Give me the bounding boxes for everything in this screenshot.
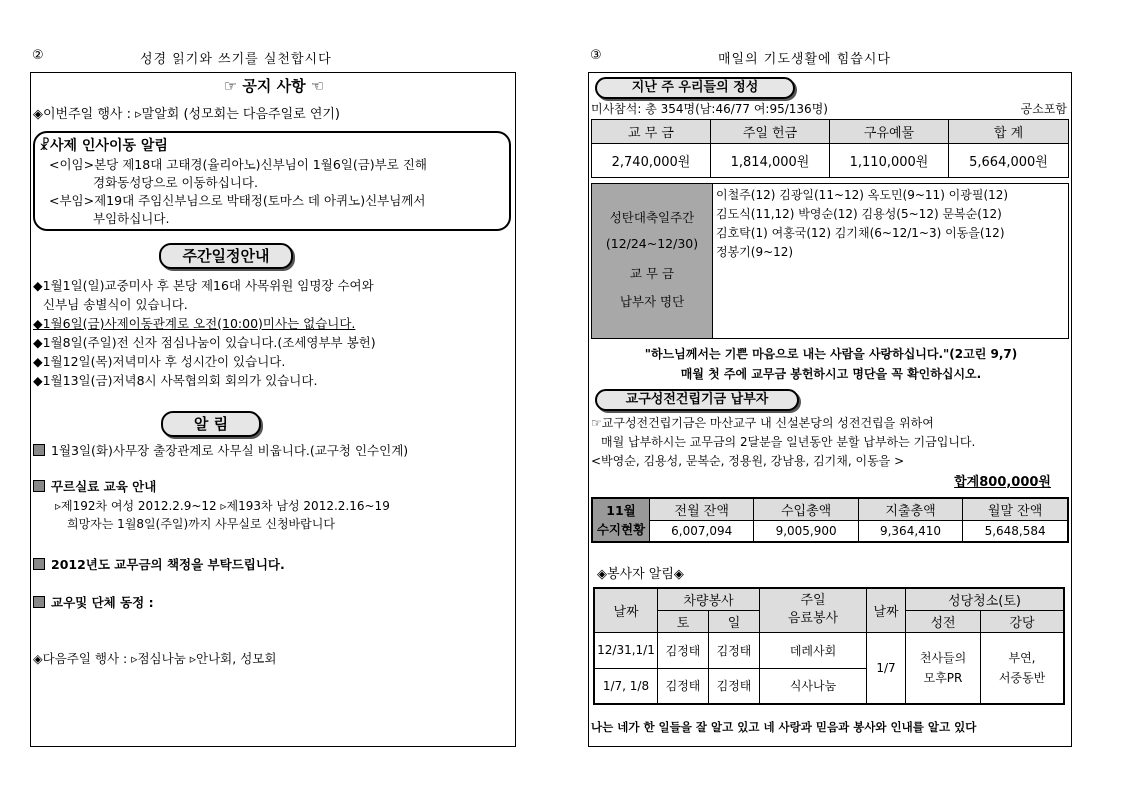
transfer-line: <부임>제19대 주임신부님으로 박태정(토마스 데 아퀴노)신부님께서 xyxy=(49,193,426,208)
vol-header-date2: 날짜 xyxy=(867,588,906,632)
next-week-event: ◈다음주일 행사 : ▹점심나눔 ▹안나회, 성모회 xyxy=(33,651,277,666)
quote-line: "하느님께서는 기쁜 마음으로 내는 사람을 사랑하십니다."(2고린 9,7) xyxy=(644,347,1018,361)
schedule-item: ◆1월8일(주일)전 신자 점심나눔이 있습니다.(조세영부부 봉헌) xyxy=(33,335,376,350)
vol-date: 1/7, 1/8 xyxy=(594,668,658,704)
square-bullet-icon xyxy=(33,444,45,456)
attendance-note: 공소포함 xyxy=(1020,102,1067,116)
square-bullet-icon xyxy=(33,558,45,570)
finance-label xyxy=(592,498,650,542)
notice2-item xyxy=(33,555,285,573)
vol-header-date: 날짜 xyxy=(594,588,658,632)
square-bullet-icon xyxy=(33,596,45,608)
vol-sun: 김정태 xyxy=(709,668,760,704)
offering-header: 구유예물 xyxy=(830,120,949,144)
notice2-text: 1월3일(화)사무장 출장관계로 사무실 비웁니다.(교구청 인수인계) xyxy=(51,443,409,458)
vol-header-sanctuary: 성전 xyxy=(906,610,981,632)
finance-value: 6,007,094 xyxy=(650,520,754,542)
finance-table xyxy=(591,497,1069,543)
vol-sat: 김정태 xyxy=(658,668,709,704)
vol-sat: 김정태 xyxy=(658,632,709,668)
notice-title: ☞ 공지 사항 ☜ xyxy=(223,77,325,95)
notice2-item xyxy=(33,441,408,459)
finance-value: 5,648,584 xyxy=(963,520,1068,542)
left-panel xyxy=(30,72,516,747)
footer-quote: 나는 네가 한 일들을 잘 알고 있고 네 사랑과 믿음과 봉사와 인내를 알고 있다 xyxy=(591,720,977,734)
right-panel xyxy=(588,72,1072,747)
table-row xyxy=(594,632,1064,668)
left-page-header: 성경 읽기와 쓰기를 실천합시다 xyxy=(140,52,332,67)
transfer-line: 부임하십니다. xyxy=(93,211,170,226)
fund-line: 매월 납부하시는 교무금의 2달분을 일년동안 분할 납부하는 기금입니다. xyxy=(601,435,976,449)
vol-hall: 부연, 서중동반 xyxy=(981,632,1065,704)
transfer-title: ☧사제 인사이동 알림 xyxy=(39,138,168,154)
this-week-event: ◈이번주일 행사 : ▹말알회 (성모회는 다음주일로 연기) xyxy=(33,107,341,122)
payer-line: 이철주(12) 김광일(11~12) 옥도민(9~11) 이광필(12) xyxy=(716,188,1009,202)
offering-value: 5,664,000원 xyxy=(949,144,1069,178)
transfer-box xyxy=(33,131,511,231)
payer-line: 김호탁(1) 여홍국(12) 김기채(6~12/1~3) 이동을(12) xyxy=(716,226,1005,240)
finance-value: 9,364,410 xyxy=(858,520,962,542)
vol-header-drink: 주일 음료봉사 xyxy=(760,588,867,632)
notice2-text: 교우및 단체 동정 : xyxy=(51,595,154,610)
quote-line: 매월 첫 주에 교무금 봉헌하시고 명단을 꼭 확인하십시오. xyxy=(680,367,982,381)
offering-title: 지난 주 우리들의 정성 xyxy=(595,77,795,99)
finance-header: 지출총액 xyxy=(858,498,962,520)
schedule-title: 주간일정안내 xyxy=(159,243,293,269)
finance-label-text: 수지현황 xyxy=(596,522,646,537)
vol-date: 12/31,1/1 xyxy=(594,632,658,668)
offering-header: 교 무 금 xyxy=(592,120,711,144)
transfer-line: <이임>본당 제18대 고태경(율리아노)신부님이 1월6일(금)부로 진해 xyxy=(49,157,427,172)
notice2-item xyxy=(33,477,156,495)
notice2-title: 알 림 xyxy=(161,411,261,437)
vol-sun: 김정태 xyxy=(709,632,760,668)
schedule-item: ◆1월13일(금)저녁8시 사목협의회 회의가 있습니다. xyxy=(33,373,318,388)
offering-table xyxy=(591,119,1069,178)
offering-value: 1,110,000원 xyxy=(830,144,949,178)
notice2-text: ▹제192차 여성 2012.2.9~12 ▹제193차 남성 2012.2.16~19 xyxy=(55,499,390,513)
payers-box xyxy=(591,183,1069,339)
payers-label: 납부자 명단 xyxy=(619,294,685,309)
fund-line: ☞교구성전건립기금은 마산교구 내 신설본당의 성전건립을 위하여 xyxy=(591,416,934,430)
offering-header: 합 계 xyxy=(949,120,1069,144)
left-page-number: ② xyxy=(32,48,45,63)
finance-header: 수입총액 xyxy=(754,498,858,520)
vol-header-sun: 일 xyxy=(709,610,760,632)
square-bullet-icon xyxy=(33,480,45,492)
payer-line: 김도식(11,12) 박영순(12) 김용성(5~12) 문복순(12) xyxy=(716,207,1002,221)
right-page-number: ③ xyxy=(590,48,603,63)
payers-label: 교 무 금 xyxy=(629,266,675,281)
right-page-header: 매일의 기도생활에 힘씁시다 xyxy=(718,52,891,67)
offering-header: 주일 헌금 xyxy=(711,120,830,144)
volunteer-table xyxy=(593,587,1065,705)
schedule-item: ◆1월6일(금)사제이동관계로 오전(10:00)미사는 없습니다. xyxy=(33,316,356,331)
notice2-text: 희망자는 1월8일(주일)까지 사무실로 신청바랍니다 xyxy=(67,517,335,531)
volunteer-title: ◈봉사자 알림◈ xyxy=(597,567,684,582)
schedule-item: ◆1월1일(일)교중미사 후 본당 제16대 사목위원 임명장 수여와 xyxy=(33,278,374,293)
notice2-text: 2012년도 교무금의 책정을 부탁드립니다. xyxy=(51,557,285,572)
payers-label: (12/24~12/30) xyxy=(605,236,699,251)
fund-total: 합계800,000원 xyxy=(954,475,1051,490)
notice2-item xyxy=(33,593,154,611)
vol-header-car: 차량봉사 xyxy=(658,588,760,610)
vol-drink: 데레사회 xyxy=(760,632,867,668)
vol-header-sat: 토 xyxy=(658,610,709,632)
finance-label-month: 11월 xyxy=(606,503,636,518)
payers-label-box xyxy=(592,184,713,338)
notice2-text: 꾸르실료 교육 안내 xyxy=(51,479,157,494)
schedule-item: 신부님 송별식이 있습니다. xyxy=(43,297,188,312)
payer-line: 정봉기(9~12) xyxy=(716,245,794,259)
finance-value: 9,005,900 xyxy=(754,520,858,542)
vol-header-clean: 성당청소(토) xyxy=(906,588,1065,610)
fund-title: 교구성전건립기금 납부자 xyxy=(595,389,799,411)
vol-header-hall: 강당 xyxy=(981,610,1065,632)
transfer-line: 경화동성당으로 이동하십니다. xyxy=(93,175,258,190)
finance-header: 전월 잔액 xyxy=(650,498,754,520)
offering-value: 2,740,000원 xyxy=(592,144,711,178)
offering-value: 1,814,000원 xyxy=(711,144,830,178)
vol-sanctuary: 천사들의 모후PR xyxy=(906,632,981,704)
payers-label: 성탄대축일주간 xyxy=(609,210,695,225)
vol-date2: 1/7 xyxy=(867,632,906,704)
attendance: 미사참석: 총 354명(남:46/77 여:95/136명) xyxy=(591,102,828,116)
fund-line: <박영순, 김용성, 문복순, 정용원, 강남용, 김기채, 이동을 > xyxy=(591,454,905,468)
finance-header: 월말 잔액 xyxy=(963,498,1068,520)
schedule-item: ◆1월12일(목)저녁미사 후 성시간이 있습니다. xyxy=(33,354,286,369)
vol-drink: 식사나눔 xyxy=(760,668,867,704)
